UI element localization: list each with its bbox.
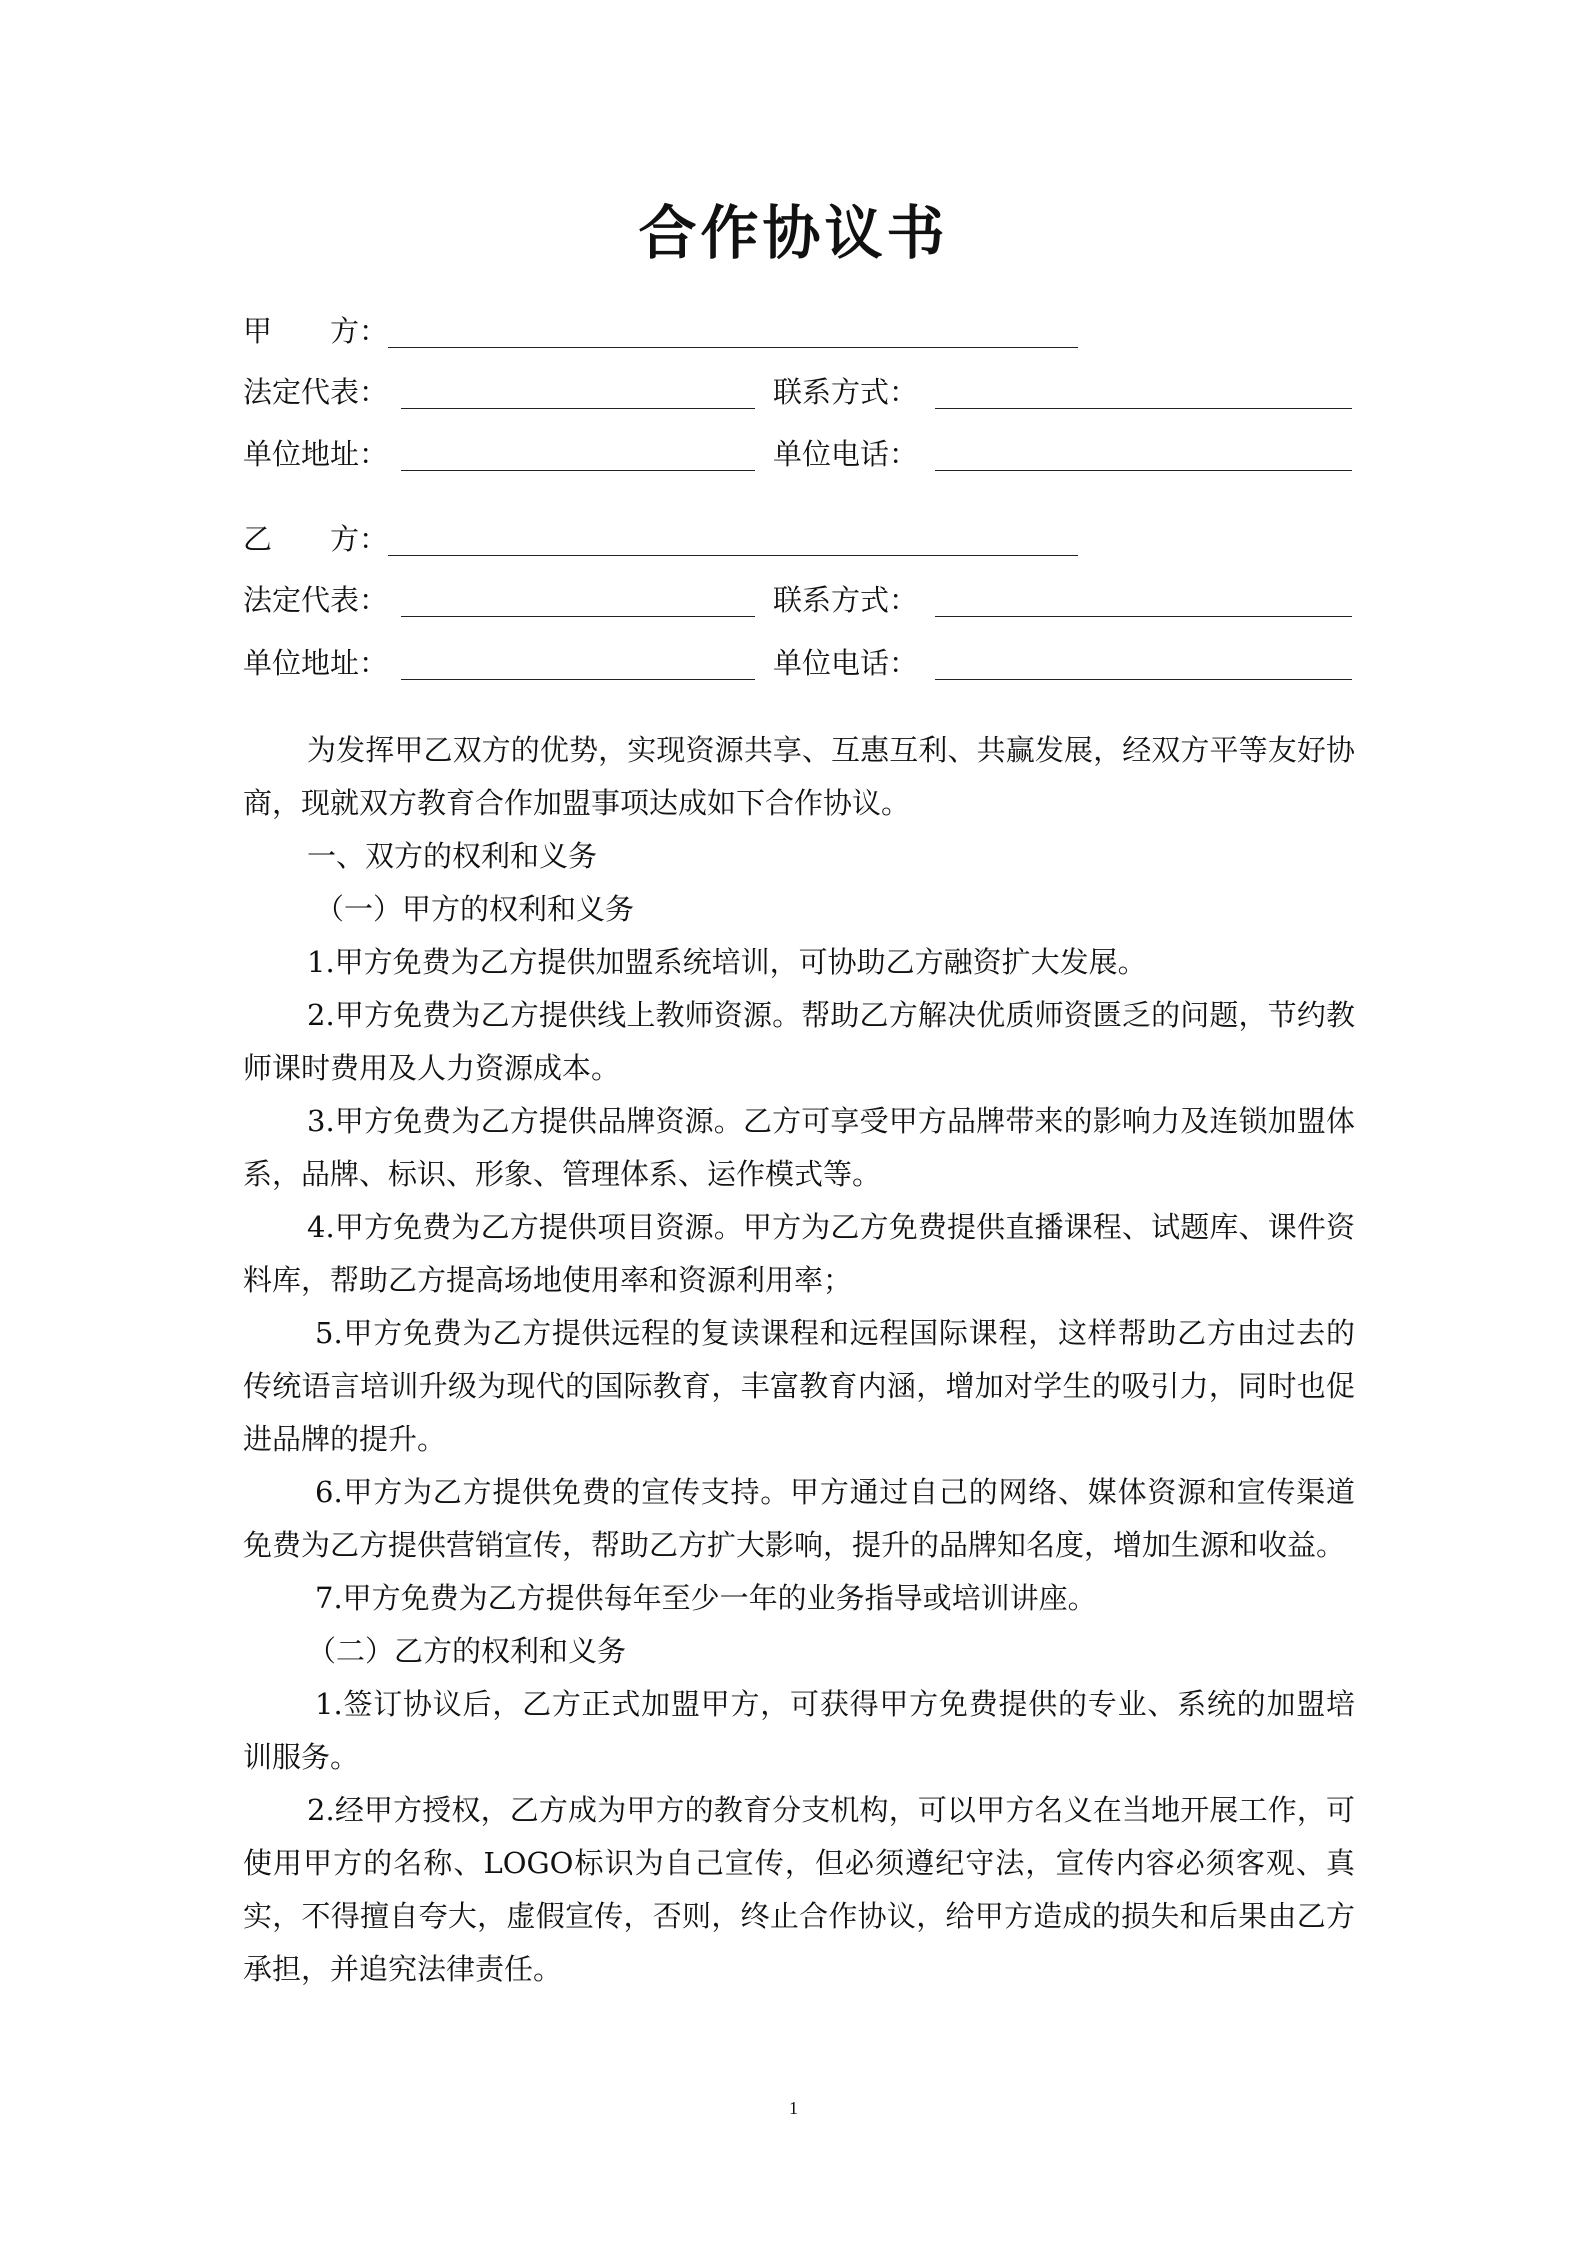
party-b-address-field[interactable] [401,679,755,680]
party-b-legal-rep-field[interactable] [401,616,755,617]
party-b-legal-row [243,580,1355,620]
party-a-contact-label: 联系方式： [773,375,919,409]
subsection-2-heading: （二）乙方的权利和义务 [307,1634,627,1668]
party-b-contact-field[interactable] [935,616,1352,617]
party-a-clause-5: 5.甲方免费为乙方提供远程的复读课程和远程国际课程，这样帮助乙方由过去的传统语言培训升级为现代的国际教育，丰富教育内涵，增加对学生的吸引力，同时也促进品牌的提升。 [243,1316,1355,1456]
party-b-contact-label: 联系方式： [773,583,919,617]
party-a-address-field[interactable] [401,470,755,471]
intro-paragraph: 为发挥甲乙双方的优势，实现资源共享、互惠互利、共赢发展，经双方平等友好协商，现就双方教育合作加盟事项达成如下合作协议。 [243,733,1355,820]
party-a-clause-6: 6.甲方为乙方提供免费的宣传支持。甲方通过自己的网络、媒体资源和宣传渠道免费为乙方提供营销宣传，帮助乙方扩大影响，提升的品牌知名度，增加生源和收益。 [243,1475,1355,1562]
party-b-clause-2: 2.经甲方授权，乙方成为甲方的教育分支机构，可以甲方名义在当地开展工作，可使用甲方的名称、LOGO标识为自己宣传，但必须遵纪守法，宣传内容必须客观、真实，不得擅自夸大，虚假宣传，否则，终止合作协议，给甲方造成的损失和后果由乙方承担，并追究法律责任。 [243,1793,1355,1986]
party-b-row [243,519,1083,559]
party-b-phone-label: 单位电话： [773,646,919,680]
party-a-clause-7: 7.甲方免费为乙方提供每年至少一年的业务指导或培训讲座。 [315,1581,1097,1615]
agreement-body [243,724,1355,1996]
party-a-clause-3: 3.甲方免费为乙方提供品牌资源。乙方可享受甲方品牌带来的影响力及连锁加盟体系，品牌、标识、形象、管理体系、运作模式等。 [243,1104,1355,1191]
party-a-legal-rep-field[interactable] [401,408,755,409]
party-b-clause-1: 1.签订协议后，乙方正式加盟甲方，可获得甲方免费提供的专业、系统的加盟培训服务。 [243,1687,1355,1774]
party-a-contact-field[interactable] [935,408,1352,409]
party-b-label: 乙 方： [243,522,389,556]
party-a-label: 甲 方： [243,314,389,348]
document-title: 合作协议书 [638,199,949,267]
party-a-address-row [243,434,1355,474]
party-a-legal-row [243,372,1355,412]
section-1-heading: 一、双方的权利和义务 [307,839,598,873]
subsection-1-heading: （一）甲方的权利和义务 [315,892,635,926]
party-b-phone-field[interactable] [935,679,1352,680]
party-b-legal-rep-label: 法定代表： [243,583,389,617]
party-a-clause-4: 4.甲方免费为乙方提供项目资源。甲方为乙方免费提供直播课程、试题库、课件资料库，帮助乙方提高场地使用率和资源利用率； [243,1210,1355,1297]
party-a-phone-label: 单位电话： [773,437,919,471]
party-a-clause-1: 1.甲方免费为乙方提供加盟系统培训，可协助乙方融资扩大发展。 [307,945,1147,979]
party-a-legal-rep-label: 法定代表： [243,375,389,409]
party-a-name-field[interactable] [388,347,1078,348]
party-b-name-field[interactable] [388,555,1078,556]
party-b-address-label: 单位地址： [243,646,389,680]
page-number: 1 [789,2098,798,2118]
party-b-address-row [243,643,1355,683]
party-a-clause-2: 2.甲方免费为乙方提供线上教师资源。帮助乙方解决优质师资匮乏的问题，节约教师课时费用及人力资源成本。 [243,998,1355,1085]
party-a-address-label: 单位地址： [243,437,389,471]
party-a-phone-field[interactable] [935,470,1352,471]
party-a-row [243,311,1083,351]
